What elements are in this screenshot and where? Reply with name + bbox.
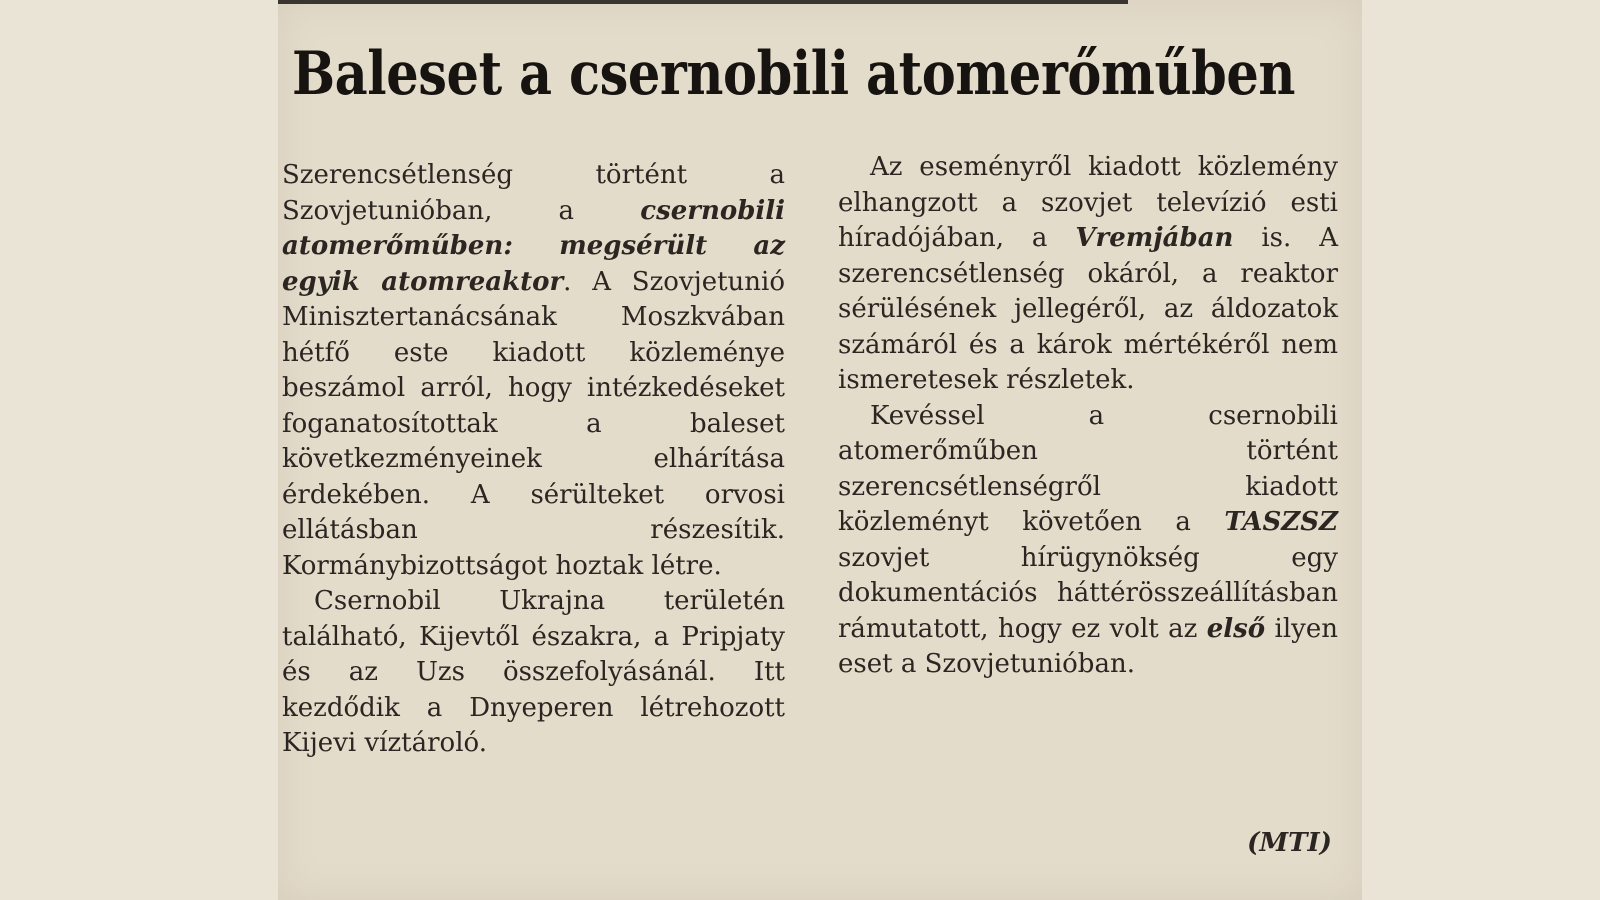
right-paragraph-1 bbox=[838, 150, 1338, 399]
right-column bbox=[838, 150, 1338, 683]
left-paragraph-2: Csernobil Ukrajna területén található, Kijevtől északra, a Pripjaty és az Uzs összefolyásánál. Itt kezdődik a Dnyeperen létrehozott Kijevi víztároló. bbox=[282, 586, 785, 758]
right-p2-emphasis-2: első bbox=[1206, 613, 1266, 644]
signature: (MTI) bbox=[1247, 828, 1332, 858]
right-paragraph-2 bbox=[838, 399, 1338, 683]
top-rule bbox=[278, 0, 1128, 4]
newspaper-clipping bbox=[278, 0, 1362, 900]
right-p1-text-a: Az eseményről kiadott közlemény elhangzott a szovjet televízió esti híradójában, a bbox=[838, 152, 1338, 253]
right-p2-text-a: Kevéssel a csernobili atomerőműben történt szerencsétlenségről kiadott közleményt követően a bbox=[838, 400, 1338, 537]
left-p1-text-a: Szerencsétlenség történt a Szovjetunióban, a bbox=[282, 160, 785, 226]
right-p2-emphasis-1: TASZSZ bbox=[1224, 507, 1338, 537]
left-column bbox=[282, 158, 785, 762]
right-p1-text-b: is. A szerencsétlenség okáról, a reaktor sérülésének jellegéről, az áldozatok számáról és a károk mértékéről nem ismeretesek részletek. bbox=[838, 223, 1338, 395]
headline: Baleset a csernobili atomerőműben bbox=[292, 39, 1296, 109]
left-p1-text-b: . A Szovjetunió Minisztertanácsának Moszkvában hétfő este kiadott közleménye beszámol arról, hogy intézkedéseket foganatosítottak a baleset következményeinek elhárítása érdekében. A sérülteket orvosi ellátásban részesítik. Kormánybizottságot hoztak létre. bbox=[282, 266, 786, 581]
right-p2-text-c: ilyen eset a Szovjetunióban. bbox=[838, 613, 1339, 679]
right-p2-text-b: szovjet hírügynökség egy dokumentációs háttérösszeállításban rámutatott, hogy ez volt az bbox=[838, 542, 1338, 644]
right-p1-emphasis: Vremjában bbox=[1075, 223, 1234, 253]
left-p1-emphasis: csernobili atomerőműben: megsérült az egyik atomreaktor bbox=[282, 195, 785, 297]
left-paragraph-1 bbox=[282, 158, 785, 584]
